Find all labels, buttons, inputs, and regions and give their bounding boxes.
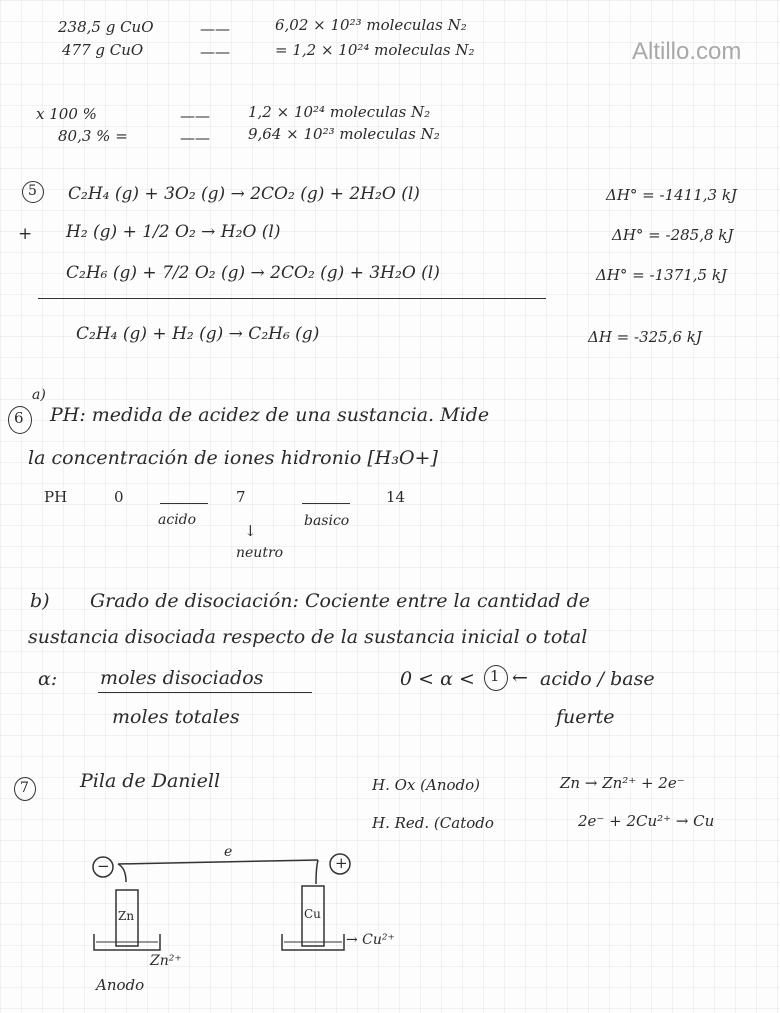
q5-eq3: C₂H₆ (g) + 7/2 O₂ (g) → 2CO₂ (g) + 3H₂O (l) [66,263,440,283]
q6-numerator: moles disociados [100,667,264,689]
q5-dh1: ΔH° = -1411,3 kJ [606,186,737,204]
q5-eq-result: C₂H₄ (g) + H₂ (g) → C₂H₆ (g) [76,324,320,344]
stoich-r1-dash: —— [200,20,230,38]
stoich-r3-left: x 100 % [36,105,97,123]
stoich-r4-left: 80,3 % = [58,127,128,145]
ph-neutro-label: neutro [236,545,284,561]
ph-scale-7: 7 [236,488,246,506]
q6-alpha: α: [38,668,58,690]
q6-number: 6 [14,409,24,427]
q5-number: 5 [28,183,37,199]
q6-range: 0 < α < [400,668,475,690]
q5-eq1: C₂H₄ (g) + 3O₂ (g) → 2CO₂ (g) + 2H₂O (l) [68,184,420,204]
stoich-r3-right: 1,2 × 10²⁴ moleculas N₂ [248,103,431,121]
q6-part-b: b) [30,590,50,612]
q6-fuerte: fuerte [556,706,615,728]
stoich-r4-right: 9,64 × 10²³ moleculas N₂ [248,125,440,143]
q5-dh-result: ΔH = -325,6 kJ [588,328,702,346]
watermark: Altillo.com [632,38,742,65]
q7-red-label: H. Red. (Catodo [372,814,494,832]
stoich-r2-right: = 1,2 × 10²⁴ moleculas N₂ [275,41,475,59]
q6-grado-line1: Grado de disociación: Cociente entre la cantidad de [90,590,591,612]
ph-scale-0: 0 [114,488,124,506]
q7-ox-label: H. Ox (Anodo) [372,776,481,794]
q6-part-a: a) [32,387,46,403]
negative-terminal: − [97,857,110,875]
q6-acido-base: acido / base [540,668,655,690]
q6-grado-line2: sustancia disociada respecto de la sustancia inicial o total [28,626,588,648]
q7-ox-eq: Zn → Zn²⁺ + 2e⁻ [560,774,685,792]
stoich-r3-dash: —— [180,107,210,125]
ph-scale-14: 14 [386,488,406,506]
cu-label: Cu [304,907,321,921]
q5-eq2: H₂ (g) + 1/2 O₂ → H₂O (l) [66,222,281,242]
zn-label: Zn [118,909,135,923]
zn-ion-label: Zn²⁺ [150,953,182,969]
wire-to-zn [118,864,126,882]
q5-plus: + [18,224,33,244]
stoich-r2-dash: —— [200,43,230,61]
ph-basico-label: basico [304,513,350,529]
q6-denominator: moles totales [112,706,240,728]
anodo-label: Anodo [96,976,145,994]
ph-acido-label: acido [158,512,197,528]
ph-neutral-arrow-icon: ↓ [244,522,257,540]
stoich-r2-left: 477 g CuO [62,41,144,59]
q6-range-one: 1 [490,667,500,685]
q7-red-eq: 2e⁻ + 2Cu²⁺ → Cu [578,812,715,830]
q5-dh2: ΔH° = -285,8 kJ [612,226,734,244]
q7-title: Pila de Daniell [80,770,221,792]
electron-label: e [224,844,233,860]
stoich-r4-dash: —— [180,129,210,147]
q5-dh3: ΔH° = -1371,5 kJ [596,266,727,284]
stoich-r1-left: 238,5 g CuO [58,18,154,36]
wire-to-cu [316,860,318,884]
q7-number: 7 [20,780,29,796]
external-wire [118,860,318,864]
q6-left-arrow-icon: ← [512,667,528,689]
positive-terminal: + [335,854,348,872]
q6-ph-line2: la concentración de iones hidronio [H₃O+] [28,447,438,469]
ph-scale-label: PH [44,488,68,506]
cu-ion-label: → Cu²⁺ [346,932,395,948]
stoich-r1-right: 6,02 × 10²³ moleculas N₂ [275,16,467,34]
q6-ph-line1: PH: medida de acidez de una sustancia. Mide [50,404,490,426]
